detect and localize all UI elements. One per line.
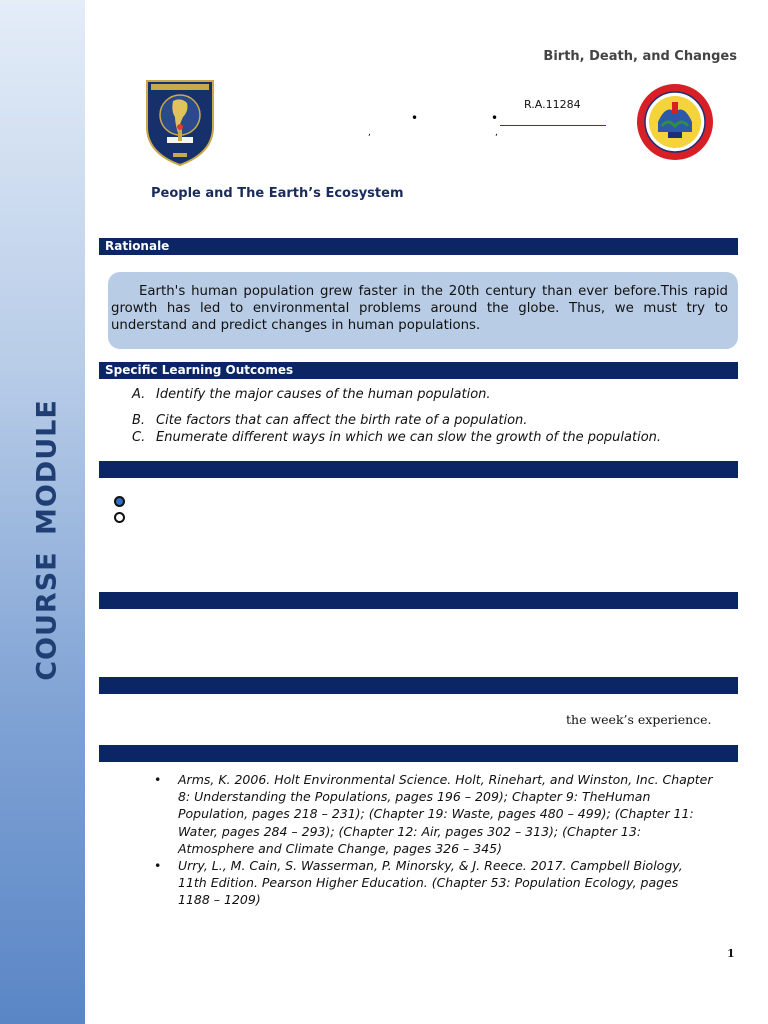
college-seal-logo — [145, 77, 215, 167]
outcome-text: Enumerate different ways in which we can slow the growth of the population. — [156, 430, 662, 445]
page-number: 1 — [727, 947, 735, 960]
sidebar-title: COURSE MODULE — [31, 399, 63, 681]
ra-number: R.A.11284 — [524, 98, 581, 111]
section-bar-rationale — [99, 238, 738, 255]
rationale-box — [108, 272, 738, 349]
list-item — [132, 387, 491, 402]
outcome-letter: C. — [132, 430, 146, 445]
outcome-text: Cite factors that can affect the birth rate of a population. — [156, 413, 528, 428]
module-title: People and The Earth’s Ecosystem — [151, 186, 404, 201]
bullet-icon: • — [154, 858, 162, 874]
week-text: the week’s experience. — [566, 712, 712, 727]
sidebar — [0, 0, 85, 1024]
rationale-text: Earth's human population grew faster in the 20th century than ever before.This rapid growth has led to environmental problems around the globe. Thus, we must try to understand and predict changes in human populations. — [111, 284, 728, 333]
filled-circle-bullet-icon — [114, 496, 125, 507]
reference-text: Urry, L., M. Cain, S. Wasserman, P. Minorsky, & J. Reece. 2017. Campbell Biology, 11th Edition. Pearson Higher Education. (Chapter 53: Population Ecology, pages 1188 – 1209) — [178, 858, 683, 908]
empty-circle-bullet-icon — [114, 512, 125, 523]
references-list — [154, 771, 714, 909]
department-seal-logo — [628, 82, 722, 162]
section-bar-outcomes — [99, 362, 738, 379]
section-bar-blank-1 — [99, 461, 738, 478]
dot-mark: • — [411, 111, 419, 125]
outcome-letter: A. — [132, 387, 146, 402]
list-item — [132, 413, 527, 428]
outcomes-heading: Specific Learning Outcomes — [105, 363, 294, 377]
section-bar-blank-2 — [99, 592, 738, 609]
ra-underline — [500, 125, 606, 126]
list-item — [154, 771, 714, 857]
outcome-letter: B. — [132, 413, 146, 428]
dot-mark: • — [491, 111, 499, 125]
list-item — [154, 857, 714, 909]
outcome-text: Identify the major causes of the human population. — [156, 387, 491, 402]
section-bar-blank-3 — [99, 677, 738, 694]
section-bar-blank-4 — [99, 745, 738, 762]
bullet-icon: • — [154, 772, 162, 787]
rationale-heading: Rationale — [105, 239, 170, 253]
header-title: Birth, Death, and Changes — [543, 49, 737, 64]
list-item — [132, 430, 661, 445]
comma-mark: , — [368, 128, 371, 138]
reference-text: Arms, K. 2006. Holt Environmental Science. Holt, Rinehart, and Winston, Inc. Chapter 8: Understanding the Populations, pages 196 – 209); Chapter 9: TheHuman Population, pages 218 – 231); (Chapter 19: Waste, pages 480 – 499); (Chapter 11: Water, pages 284 – 293); (Chapter 12: Air, pages 302 – 313); (Chapter 13: Atmosphere and Climate Change, pages 326 – 345) — [178, 772, 713, 856]
comma-mark: , — [495, 128, 498, 138]
